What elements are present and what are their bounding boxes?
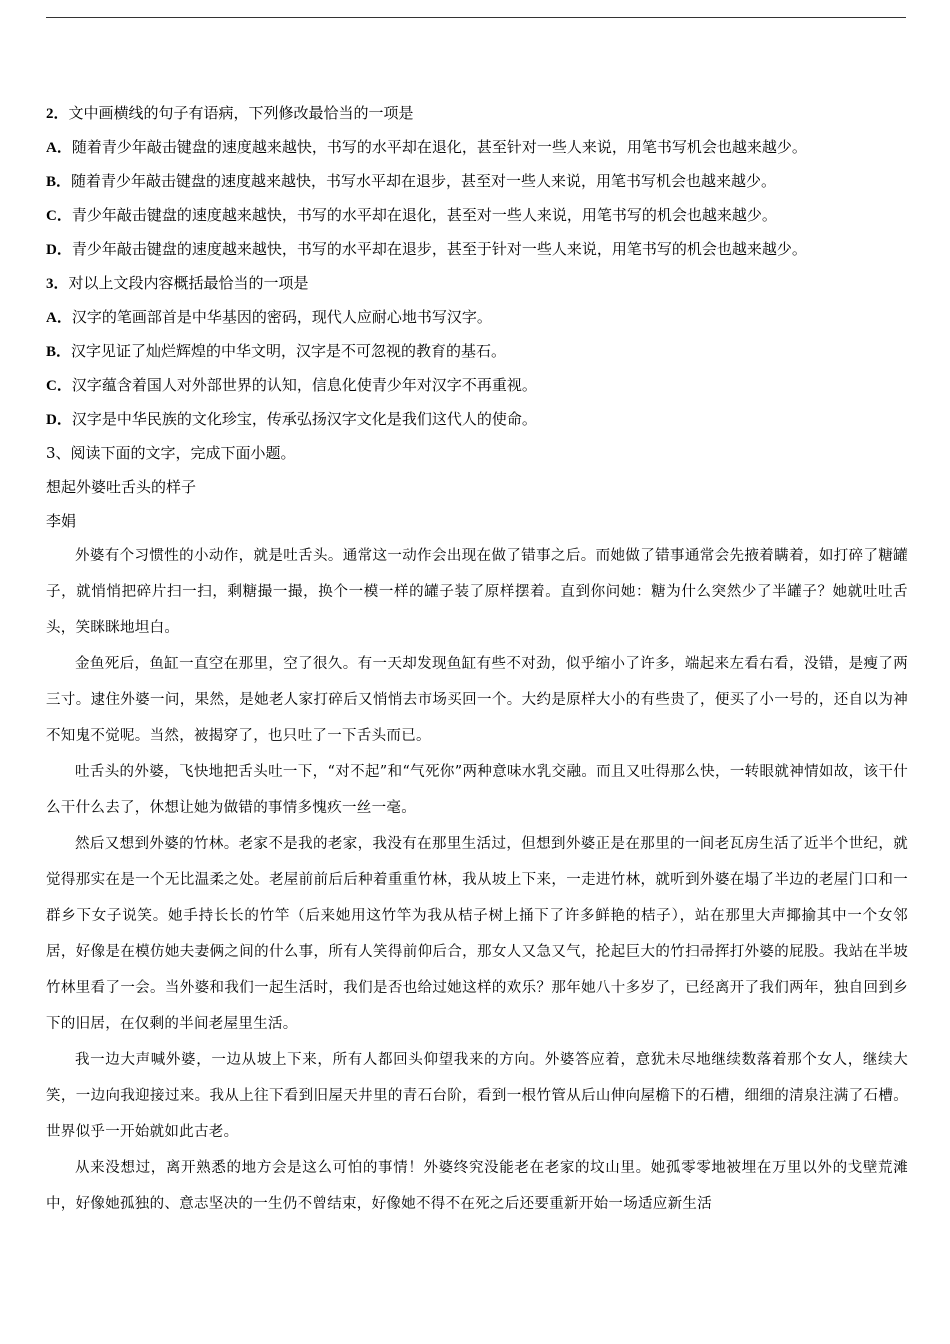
question-2-option-b: B．随着青少年敲击键盘的速度越来越快，书写水平却在退步，甚至对一些人来说，用笔书写机会也越来越少。 (46, 172, 777, 190)
article-paragraph-3: 吐舌头的外婆，飞快地把舌头吐一下，“对不起”和“气死你”两种意味水乳交融。而且又吐得那么快，一转眼就神情如故，该干什么干什么去了，休想让她为做错的事情多愧疚一丝一毫。 (46, 764, 908, 816)
question-3-stem: 3．对以上文段内容概括最恰当的一项是 (46, 274, 309, 292)
question-2-stem: 2．文中画横线的句子有语病，下列修改最恰当的一项是 (46, 104, 414, 122)
question-2-option-a: A．随着青少年敲击键盘的速度越来越快，书写的水平却在退化，甚至针对一些人来说，用笔书写机会也越来越少。 (46, 138, 807, 156)
header-rule (46, 17, 906, 18)
question-2-option-d: D．青少年敲击键盘的速度越来越快，书写的水平却在退步，甚至于针对一些人来说，用笔书写的机会也越来越少。 (46, 240, 807, 258)
article-paragraph-5: 我一边大声喊外婆，一边从坡上下来，所有人都回头仰望我来的方向。外婆答应着，意犹未尽地继续数落着那个女人，继续大笑，一边向我迎接过来。我从上往下看到旧屋天井里的青石台阶，看到一根竹管从后山伸向屋檐下的石槽，细细的清泉注满了石槽。世界似乎一开始就如此古老。 (46, 1052, 908, 1140)
question-number: 2 (46, 106, 54, 122)
article-paragraph-1: 外婆有个习惯性的小动作，就是吐舌头。通常这一动作会出现在做了错事之后。而她做了错事通常会先掖着瞒着，如打碎了糖罐子，就悄悄把碎片扫一扫，剩糖撮一撮，换个一模一样的罐子装了原样摆着。直到你问她：糖为什么突然少了半罐子？她就吐吐舌头，笑眯眯地坦白。 (46, 548, 908, 636)
question-3-option-b: B．汉字见证了灿烂辉煌的中华文明，汉字是不可忽视的教育的基石。 (46, 342, 507, 360)
question-number: 3 (46, 276, 54, 292)
question-2-option-c: C．青少年敲击键盘的速度越来越快，书写的水平却在退化，甚至对一些人来说，用笔书写的机会也越来越少。 (46, 206, 777, 224)
article-paragraph-2: 金鱼死后，鱼缸一直空在那里，空了很久。有一天却发现鱼缸有些不对劲，似乎缩小了许多，端起来左看右看，没错，是瘦了两三寸。逮住外婆一问，果然，是她老人家打碎后又悄悄去市场买回一个。大约是原样大小的有些贵了，便买了小一号的，还自以为神不知鬼不觉呢。当然，被揭穿了，也只吐了一下舌头而已。 (46, 656, 908, 744)
article-title: 想起外婆吐舌头的样子 (46, 478, 197, 496)
question-3-option-a: A．汉字的笔画部首是中华基因的密码，现代人应耐心地书写汉字。 (46, 308, 492, 326)
article-paragraph-6: 从来没想过，离开熟悉的地方会是这么可怕的事情！外婆终究没能老在老家的坟山里。她孤零零地被埋在万里以外的戈壁荒滩中，好像她孤独的、意志坚决的一生仍不曾结束，好像她不得不在死之后还要重新开始一场适应新生活 (46, 1160, 908, 1212)
document-body (46, 96, 908, 1222)
question-3-option-c: C．汉字蕴含着国人对外部世界的认知，信息化使青少年对汉字不再重视。 (46, 376, 537, 394)
question-3-option-d: D．汉字是中华民族的文化珍宝，传承弘扬汉字文化是我们这代人的使命。 (46, 410, 537, 428)
article-paragraph-4: 然后又想到外婆的竹林。老家不是我的老家，我没有在那里生活过，但想到外婆正是在那里的一间老瓦房生活了近半个世纪，就觉得那实在是一个无比温柔之处。老屋前前后后种着重重竹林，我从坡上下来，一走进竹林，就听到外婆在塌了半边的老屋门口和一群乡下女子说笑。她手持长长的竹竿（后来她用这竹竿为我从桔子树上捅下了许多鲜艳的桔子），站在那里大声揶揄其中一个女邻居，好像是在模仿她夫妻俩之间的什么事，所有人笑得前仰后合，那女人又急又气，抡起巨大的竹扫帚挥打外婆的屁股。我站在半坡竹林里看了一会。当外婆和我们一起生活时，我们是否也给过她这样的欢乐？那年她八十多岁了，已经离开了我们两年，独自回到乡下的旧居，在仅剩的半间老屋里生活。 (46, 836, 908, 1032)
article-author: 李娟 (46, 512, 77, 530)
reading-instruction: 3、阅读下面的文字，完成下面小题。 (46, 444, 296, 462)
